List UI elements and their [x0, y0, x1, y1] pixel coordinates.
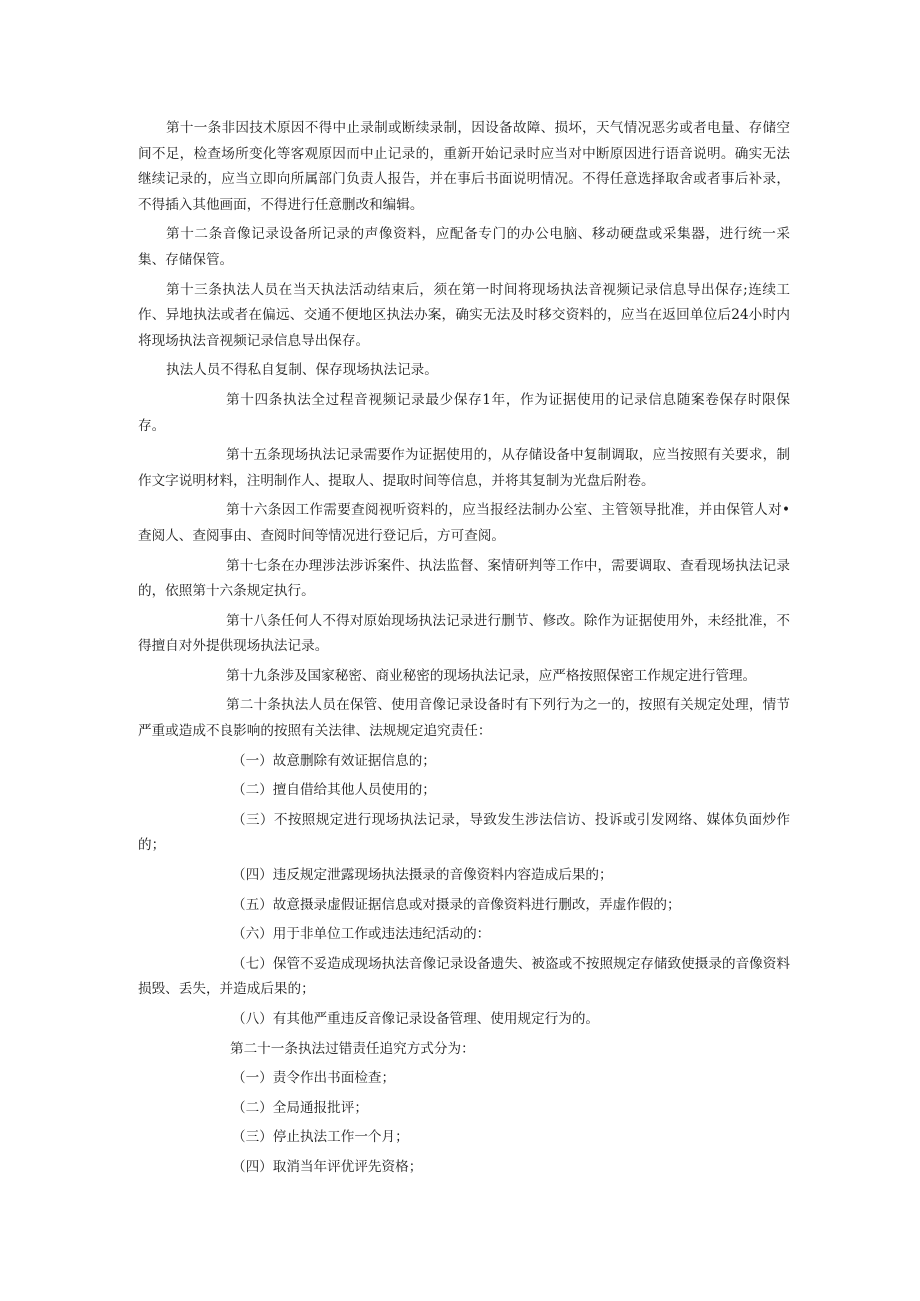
article-20-item-2: （二）擅自借给其他人员使用的； — [232, 782, 436, 799]
article-14: 第十四条执法全过程音视频记录最少保存1年，作为证据使用的记录信息随案卷保存时限保存。 — [138, 391, 790, 434]
article-18: 第十八条任何人不得对原始现场执法记录进行删节、修改。除作为证据使用外，未经批准，不得擅自对外提供现场执法记录。 — [138, 612, 790, 655]
article-21-item-2: （二）全局通报批评； — [232, 1099, 368, 1116]
article-20-item-4: （四）违反规定泄露现场执法摄录的音像资料内容造成后果的； — [232, 867, 613, 884]
article-20-item-7: （七）保管不妥造成现场执法音像记录设备遗失、被盗或不按照规定存储致使摄录的音像资料损毁、丢失，并造成后果的； — [138, 955, 790, 998]
article-21-item-3: （三）停止执法工作一个月； — [232, 1129, 409, 1146]
article-13-note: 执法人员不得私自复制、保存现场执法记录。 — [166, 362, 438, 379]
document-body — [138, 116, 790, 1185]
article-20-item-5: （五）故意摄录虚假证据信息或对摄录的音像资料进行删改，弄虚作假的； — [232, 896, 681, 913]
article-13: 第十三条执法人员在当天执法活动结束后，须在第一时间将现场执法音视频记录信息导出保存;连续工作、异地执法或者在偏远、交通不便地区执法办案，确实无法及时移交资料的，应当在返回单位后24小时内将现场执法音视频记录信息导出保存。 — [138, 281, 790, 349]
article-20-item-3: （三）不按照规定进行现场执法记录，导致发生涉法信访、投诉或引发网络、媒体负面炒作的； — [138, 811, 790, 854]
article-20-item-6: （六）用于非单位工作或违法违纪活动的： — [232, 926, 491, 943]
article-17: 第十七条在办理涉法涉诉案件、执法监督、案情研判等工作中，需要调取、查看现场执法记录的，依照第十六条规定执行。 — [138, 557, 790, 600]
article-20-item-8: （八）有其他严重违反音像记录设备管理、使用规定行为的。 — [232, 1011, 600, 1027]
article-21: 第二十一条执法过错责任追究方式分为： — [230, 1040, 475, 1057]
article-21-item-1: （一）责令作出书面检查； — [232, 1070, 396, 1087]
article-15: 第十五条现场执法记录需要作为证据使用的，从存储设备中复制调取，应当按照有关要求，制作文字说明材料，注明制作人、提取人、提取时间等信息，并将其复制为光盘后附卷。 — [138, 447, 790, 489]
article-20-item-1: （一）故意删除有效证据信息的； — [232, 752, 436, 769]
article-19: 第十九条涉及国家秘密、商业秘密的现场执法记录，应严格按照保密工作规定进行管理。 — [226, 667, 757, 684]
article-21-item-4: （四）取消当年评优评先资格； — [232, 1158, 423, 1175]
article-16: 第十六条因工作需要查阅视听资料的，应当报经法制办公室、主管领导批准，并由保管人对•查阅人、查阅事由、查阅时间等情况进行登记后，方可查阅。 — [138, 502, 790, 544]
article-12: 第十二条音像记录设备所记录的声像资料，应配备专门的办公电脑、移动硬盘或采集器，进行统一采集、存储保管。 — [138, 226, 790, 268]
article-11: 第十一条非因技术原因不得中止录制或断续录制，因设备故障、损坏，天气情况恶劣或者电量、存储空间不足，检查场所变化等客观原因而中止记录的，重新开始记录时应当对中断原因进行语音说明。确实无法继续记录的，应当立即向所属部门负责人报告，并在事后书面说明情况。不得任意选择取舍或者事后补录，不得插入其他画面，不得进行任意删改和编辑。 — [138, 120, 790, 213]
article-20: 第二十条执法人员在保管、使用音像记录设备时有下列行为之一的，按照有关规定处理，情节严重或造成不良影响的按照有关法律、法规规定追究责任： — [138, 697, 790, 740]
